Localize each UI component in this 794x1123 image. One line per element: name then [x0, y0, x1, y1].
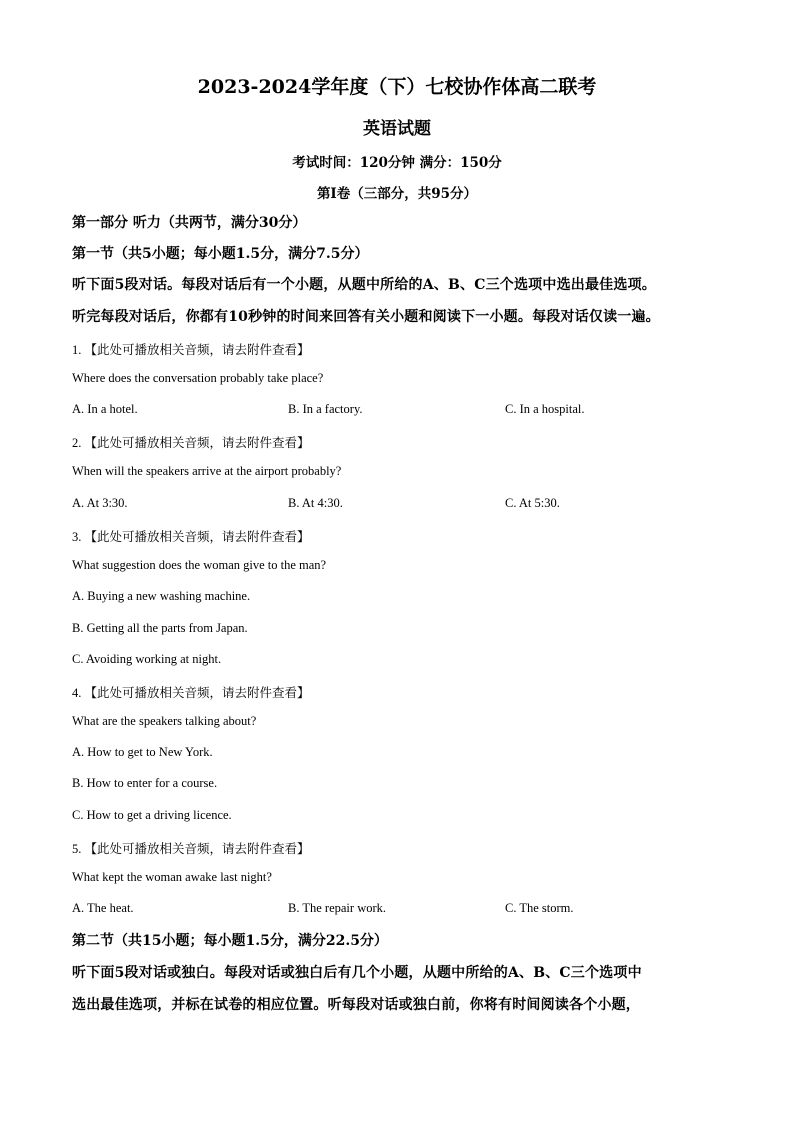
option-a: A. How to get to New York.	[72, 745, 213, 759]
section1-instruction: 听下面5段对话。每段对话后有一个小题，从题中所给的A、B、C三个选项中选出最佳选项。	[72, 277, 656, 293]
exam-info: 考试时间：120分钟 满分：150分	[292, 155, 502, 171]
option-a: A. At 3:30.	[72, 496, 128, 510]
audio-placeholder: 5. 【此处可播放相关音频，请去附件查看】	[72, 842, 310, 856]
option-b: B. Getting all the parts from Japan.	[72, 621, 248, 635]
volume-heading: 第I卷（三部分，共95分）	[316, 186, 478, 202]
part1-heading: 第一部分 听力（共两节，满分30分）	[72, 215, 307, 231]
audio-placeholder: 2. 【此处可播放相关音频，请去附件查看】	[72, 436, 310, 450]
option-c: C. Avoiding working at night.	[72, 652, 222, 666]
section2-heading: 第二节（共15小题；每小题1.5分，满分22.5分）	[72, 933, 388, 949]
question-text: What suggestion does the woman give to the man?	[72, 558, 327, 572]
question-text: What are the speakers talking about?	[72, 714, 257, 728]
subject-title: 英语试题	[363, 119, 431, 139]
option-b: B. The repair work.	[288, 901, 387, 915]
option-b: B. How to enter for a course.	[72, 776, 218, 790]
audio-placeholder: 4. 【此处可播放相关音频，请去附件查看】	[72, 686, 310, 700]
audio-placeholder: 3. 【此处可播放相关音频，请去附件查看】	[72, 530, 310, 544]
option-b: B. At 4:30.	[288, 496, 343, 510]
exam-title: 2023-2024学年度（下）七校协作体高二联考	[197, 76, 597, 98]
option-b: B. In a factory.	[288, 402, 363, 416]
section2-instruction: 选出最佳选项，并标在试卷的相应位置。听每段对话或独白前，你将有时间阅读各个小题，	[72, 997, 640, 1013]
section1-instruction: 听完每段对话后，你都有10秒钟的时间来回答有关小题和阅读下一小题。每段对话仅读一遍。	[72, 309, 660, 325]
option-c: C. How to get a driving licence.	[72, 808, 232, 822]
option-c: C. At 5:30.	[505, 496, 560, 510]
option-c: C. In a hospital.	[505, 402, 585, 416]
question-text: Where does the conversation probably take place?	[72, 371, 324, 385]
section2-instruction: 听下面5段对话或独白。每段对话或独白后有几个小题，从题中所给的A、B、C三个选项中	[72, 965, 642, 981]
question-text: What kept the woman awake last night?	[72, 870, 272, 884]
option-a: A. The heat.	[72, 901, 134, 915]
audio-placeholder: 1. 【此处可播放相关音频，请去附件查看】	[72, 343, 310, 357]
option-c: C. The storm.	[505, 901, 574, 915]
option-a: A. In a hotel.	[72, 402, 138, 416]
question-text: When will the speakers arrive at the airport probably?	[72, 464, 342, 478]
option-a: A. Buying a new washing machine.	[72, 589, 251, 603]
section1-heading: 第一节（共5小题；每小题1.5分，满分7.5分）	[72, 246, 369, 262]
